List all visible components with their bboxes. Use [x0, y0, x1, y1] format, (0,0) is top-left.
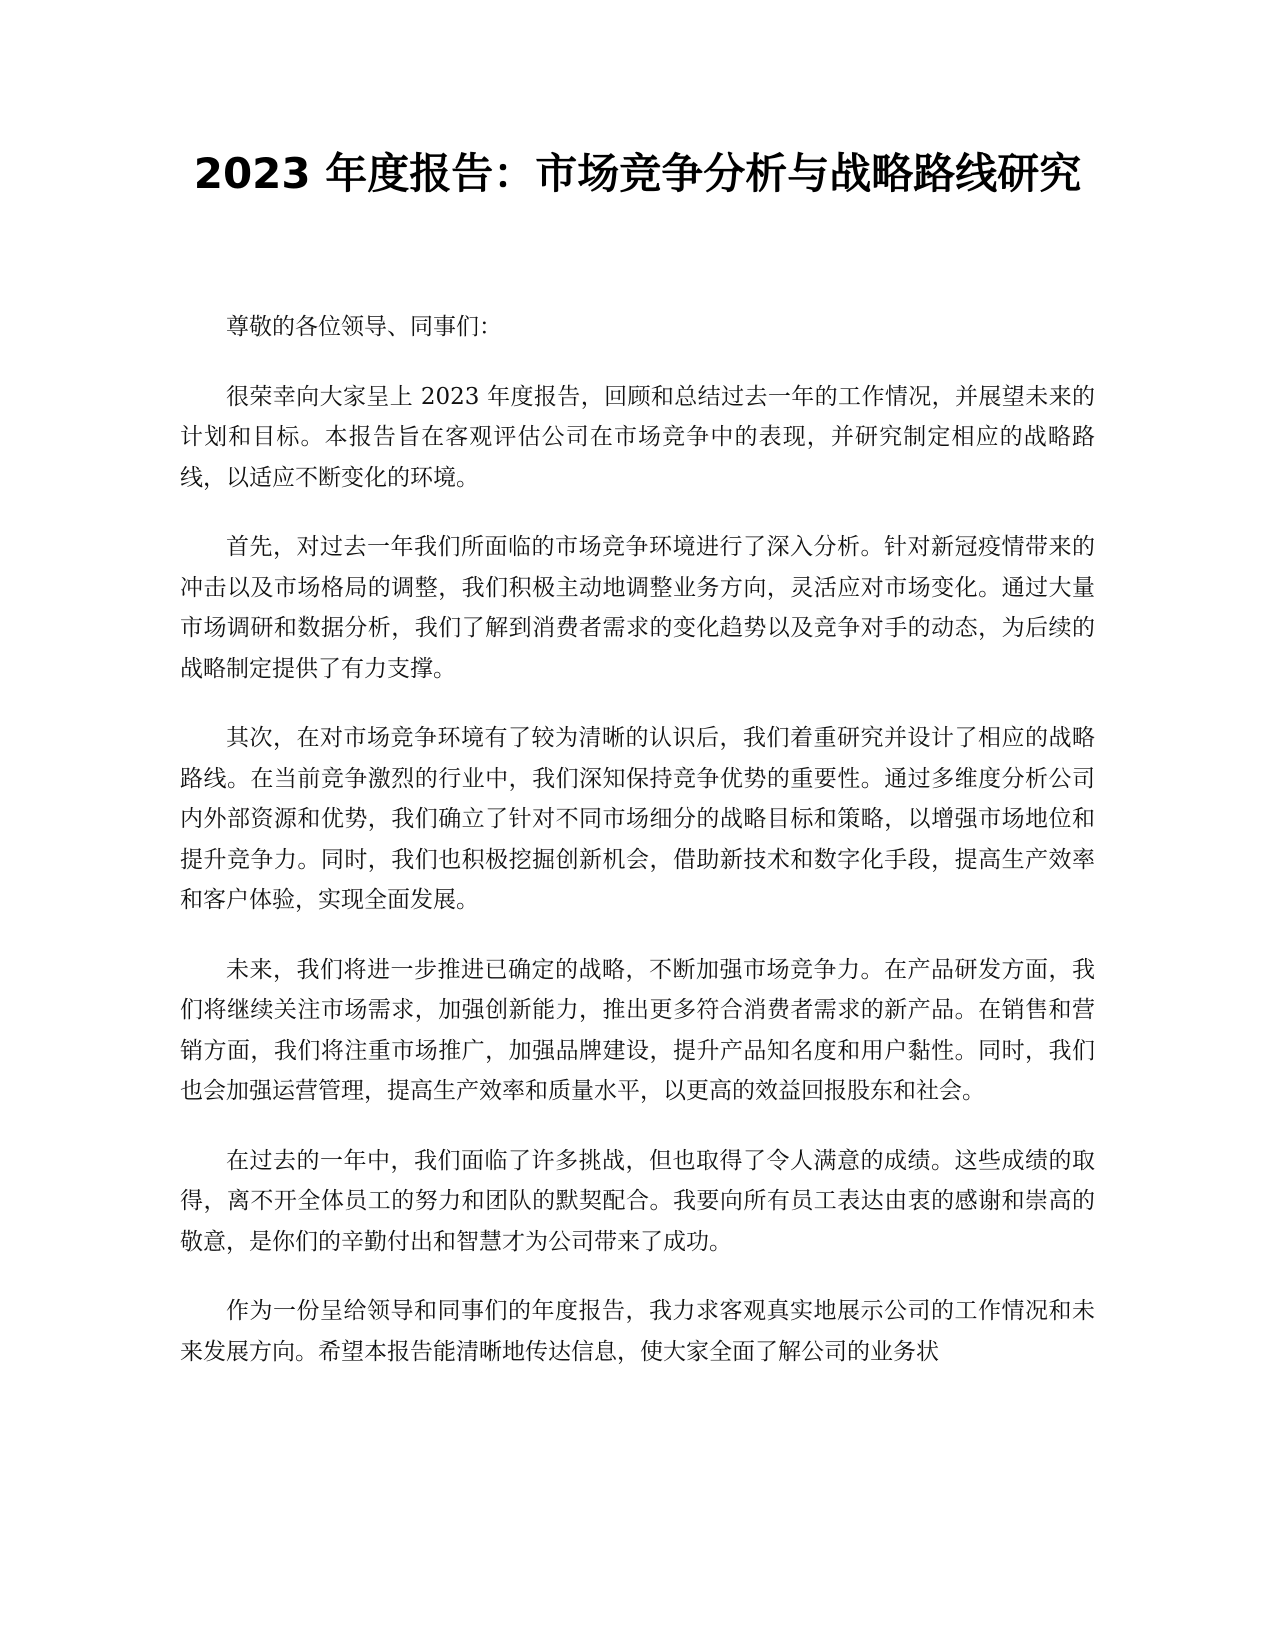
paragraph-closing: 作为一份呈给领导和同事们的年度报告，我力求客观真实地展示公司的工作情况和未来发展方向。希望本报告能清晰地传达信息，使大家全面了解公司的业务状 — [180, 1298, 1095, 1365]
paragraph-intro: 很荣幸向大家呈上 2023 年度报告，回顾和总结过去一年的工作情况，并展望未来的计划和目标。本报告旨在客观评估公司在市场竞争中的表现，并研究制定相应的战略路线，以适应不断变化的环境。 — [180, 383, 1095, 491]
paragraph-market-analysis: 首先，对过去一年我们所面临的市场竞争环境进行了深入分析。针对新冠疫情带来的冲击以及市场格局的调整，我们积极主动地调整业务方向，灵活应对市场变化。通过大量市场调研和数据分析，我们了解到消费者需求的变化趋势以及竞争对手的动态，为后续的战略制定提供了有力支撑。 — [180, 534, 1095, 682]
paragraph-strategy: 其次，在对市场竞争环境有了较为清晰的认识后，我们着重研究并设计了相应的战略路线。在当前竞争激烈的行业中，我们深知保持竞争优势的重要性。通过多维度分析公司内外部资源和优势，我们确立了针对不同市场细分的战略目标和策略，以增强市场地位和提升竞争力。同时，我们也积极挖掘创新机会，借助新技术和数字化手段，提高生产效率和客户体验，实现全面发展。 — [180, 725, 1095, 913]
document-body — [180, 307, 1095, 1401]
salutation: 尊敬的各位领导、同事们： — [226, 314, 502, 340]
document-title: 2023 年度报告：市场竞争分析与战略路线研究 — [193, 149, 1082, 198]
paragraph-future-plans: 未来，我们将进一步推进已确定的战略，不断加强市场竞争力。在产品研发方面，我们将继续关注市场需求，加强创新能力，推出更多符合消费者需求的新产品。在销售和营销方面，我们将注重市场推广，加强品牌建设，提升产品知名度和用户黏性。同时，我们也会加强运营管理，提高生产效率和质量水平，以更高的效益回报股东和社会。 — [180, 956, 1095, 1104]
paragraph-acknowledgement: 在过去的一年中，我们面临了许多挑战，但也取得了令人满意的成绩。这些成绩的取得，离不开全体员工的努力和团队的默契配合。我要向所有员工表达由衷的感谢和崇高的敬意，是你们的辛勤付出和智慧才为公司带来了成功。 — [180, 1147, 1095, 1255]
